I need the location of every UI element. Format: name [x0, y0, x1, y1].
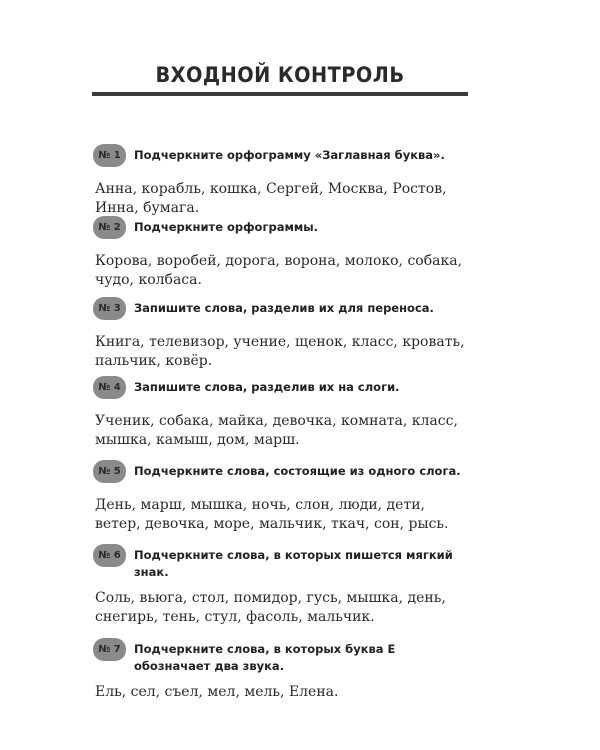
task-number-badge: № 7: [93, 638, 126, 661]
task-instruction: Подчеркните слова, в которых пишется мягкий знак.: [134, 548, 453, 579]
task-number-badge: № 5: [93, 460, 126, 483]
task-6: [93, 546, 473, 627]
task-words: День, марш, мышка, ночь, слон, люди, дети, ветер, девочка, море, мальчик, ткач, сон, рысь.: [95, 497, 449, 532]
title-divider: [92, 92, 468, 96]
task-7: [93, 640, 473, 702]
task-instruction: Запишите слова, разделив их для переноса.: [134, 301, 434, 315]
task-header: [93, 218, 473, 244]
task-instruction: Подчеркните слова, в которых буква Е обозначает два звука.: [134, 642, 396, 673]
task-1: [93, 146, 473, 218]
task-header: [93, 546, 473, 581]
task-header: [93, 299, 473, 325]
task-words: Анна, корабль, кошка, Сергей, Москва, Ростов, Инна, бумага.: [95, 181, 447, 216]
task-words: Книга, телевизор, учение, щенок, класс, кровать, пальчик, ковёр.: [95, 334, 465, 369]
task-number-badge: № 3: [93, 297, 126, 320]
task-number-badge: № 6: [93, 544, 126, 567]
page-title: ВХОДНОЙ КОНТРОЛЬ: [155, 63, 405, 87]
task-instruction: Подчеркните орфограммы.: [134, 220, 319, 234]
task-words: Соль, вьюга, стол, помидор, гусь, мышка, день, снегирь, тень, стул, фасоль, мальчик.: [95, 590, 446, 625]
task-words: Ученик, собака, майка, девочка, комната, класс, мышка, камыш, дом, марш.: [95, 413, 458, 448]
task-number-badge: № 4: [93, 376, 126, 399]
task-4: [93, 378, 473, 450]
task-5: [93, 462, 473, 534]
task-instruction: Запишите слова, разделив их на слоги.: [134, 380, 400, 394]
task-3: [93, 299, 473, 371]
task-header: [93, 146, 473, 172]
task-header: [93, 378, 473, 404]
task-2: [93, 218, 473, 290]
task-header: [93, 462, 473, 488]
task-instruction: Подчеркните слова, состоящие из одного слога.: [134, 464, 461, 478]
task-words: Корова, воробей, дорога, ворона, молоко, собака, чудо, колбаса.: [95, 253, 463, 288]
task-words: Ель, сел, съел, мел, мель, Елена.: [95, 684, 339, 700]
task-instruction: Подчеркните орфограмму «Заглавная буква».: [134, 148, 445, 162]
task-header: [93, 640, 473, 675]
task-number-badge: № 1: [93, 144, 126, 167]
task-number-badge: № 2: [93, 216, 126, 239]
